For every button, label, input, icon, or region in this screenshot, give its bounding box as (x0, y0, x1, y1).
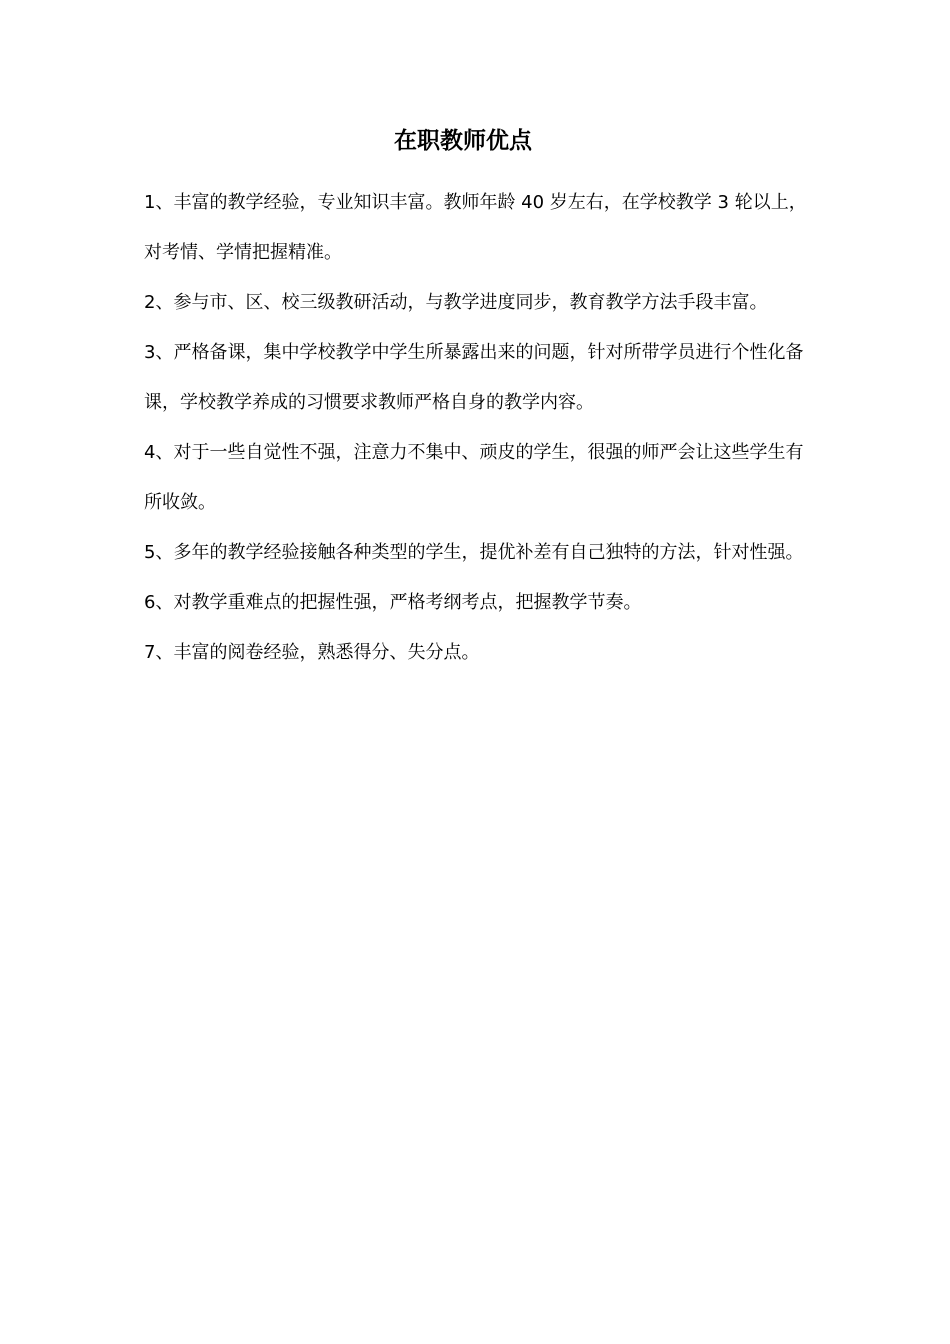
paragraph-4: 4、对于一些自觉性不强，注意力不集中、顽皮的学生，很强的师严会让这些学生有所收敛。 (144, 442, 804, 513)
paragraph-5: 5、多年的教学经验接触各种类型的学生，提优补差有自己独特的方法，针对性强。 (144, 542, 804, 563)
paragraph-7: 7、丰富的阅卷经验，熟悉得分、失分点。 (144, 642, 480, 663)
paragraph-3: 3、严格备课，集中学校教学中学生所暴露出来的问题，针对所带学员进行个性化备课，学校教学养成的习惯要求教师严格自身的教学内容。 (144, 342, 804, 413)
paragraph-6: 6、对教学重难点的把握性强，严格考纲考点，把握教学节奏。 (144, 592, 642, 613)
document-title: 在职教师优点 (394, 128, 532, 154)
paragraph-2: 2、参与市、区、校三级教研活动，与教学进度同步，教育教学方法手段丰富。 (144, 292, 768, 313)
paragraph-1: 1、丰富的教学经验，专业知识丰富。教师年龄 40 岁左右，在学校教学 3 轮以上，对考情、学情把握精准。 (144, 192, 807, 263)
document-body (144, 178, 808, 678)
